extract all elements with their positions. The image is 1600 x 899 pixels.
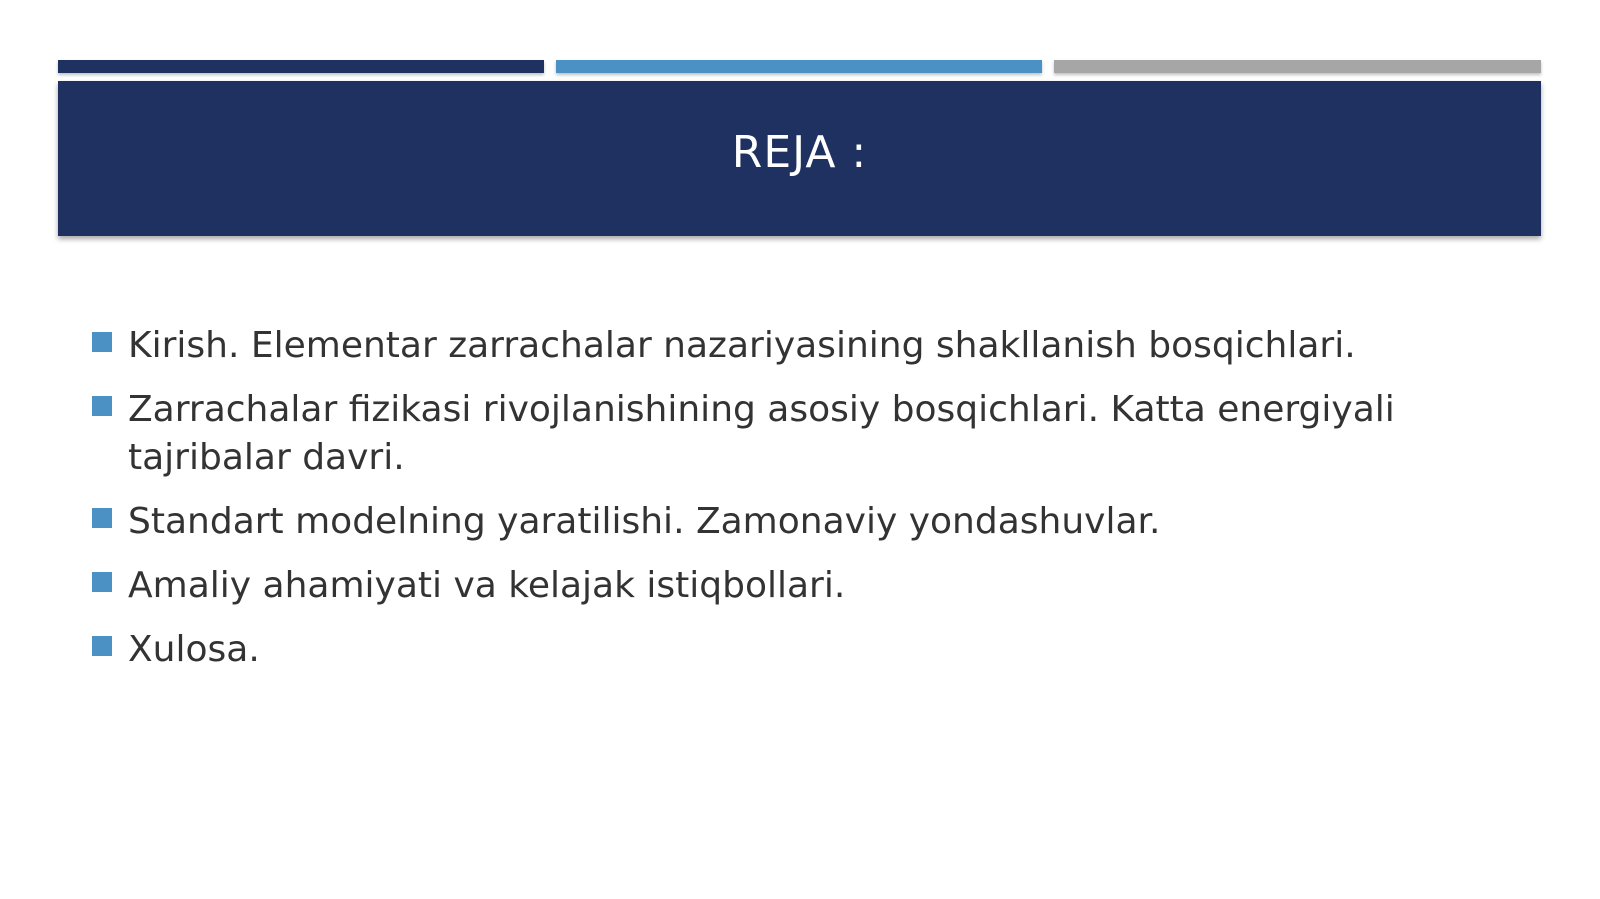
bullet-item	[92, 498, 1512, 546]
bullet-text: Xulosa.	[128, 629, 260, 670]
bullet-item	[92, 562, 1512, 610]
bullet-item	[92, 322, 1512, 370]
bullet-text: Kirish. Elementar zarrachalar nazariyasining shakllanish bosqichlari.	[128, 325, 1356, 366]
accent-bar-gray	[1054, 60, 1541, 73]
bullet-item	[92, 626, 1512, 674]
bullet-text: Zarrachalar fizikasi rivojlanishining asosiy bosqichlari. Katta energiyali tajribalar davri.	[128, 389, 1395, 478]
accent-bar-dark	[58, 60, 544, 73]
bullet-text: Standart modelning yaratilishi. Zamonaviy yondashuvlar.	[128, 501, 1161, 542]
square-bullet-icon	[92, 396, 112, 416]
square-bullet-icon	[92, 572, 112, 592]
title-band	[58, 81, 1541, 236]
slide-title: REJA :	[731, 127, 868, 178]
bullet-list	[92, 322, 1512, 690]
bullet-item	[92, 386, 1512, 482]
accent-bar-blue	[556, 60, 1042, 73]
bullet-text: Amaliy ahamiyati va kelajak istiqbollari.	[128, 565, 846, 606]
square-bullet-icon	[92, 508, 112, 528]
square-bullet-icon	[92, 636, 112, 656]
square-bullet-icon	[92, 332, 112, 352]
